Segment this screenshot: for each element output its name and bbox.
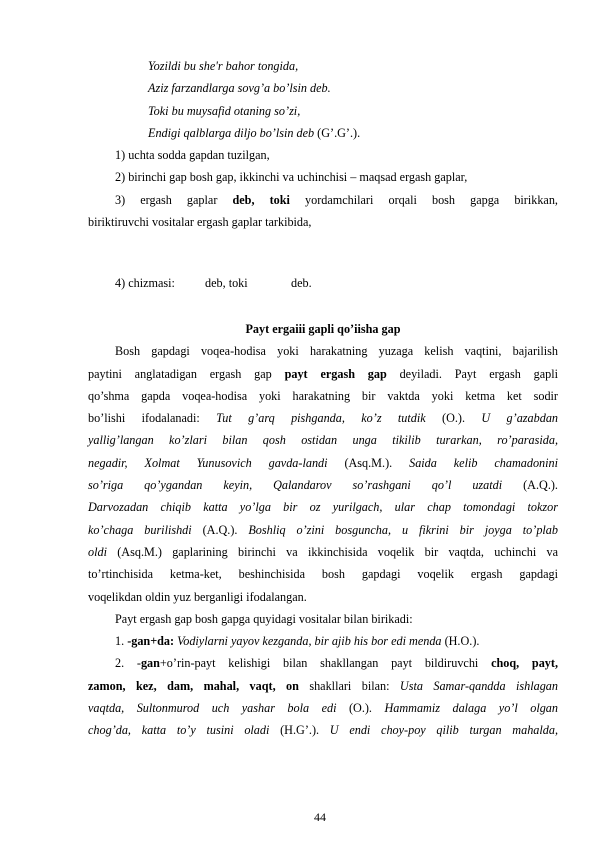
text-span: 2. -: [115, 656, 141, 671]
paragraph-line: [88, 429, 558, 451]
poem-line: Toki bu muysafid otaning so’zi,: [148, 103, 301, 118]
section: [88, 318, 558, 742]
example-text: Boshliq o’zini bosguncha, u fikrini bir joyga to’plab: [248, 522, 558, 537]
example-text: chog’da, katta to’y tusini oladi: [88, 723, 270, 738]
bold-term: gan: [140, 656, 160, 671]
paragraph-line: Payt ergash gap bosh gapga quyidagi vositalar bilan birikadi:: [115, 611, 413, 626]
example-text: Hammamiz dalaga yo’l olgan: [384, 701, 558, 716]
paragraph-line: [88, 519, 558, 541]
source-ref: (H.G’.).: [269, 723, 330, 738]
source-ref: (A.Q.).: [191, 522, 249, 537]
bold-term: deb, toki: [232, 192, 290, 207]
example-text: oldi: [88, 544, 107, 559]
example-text: U g’azabdan: [481, 411, 559, 426]
analysis-list: [88, 144, 558, 233]
paragraph-line: [88, 452, 558, 474]
paragraph-line: [88, 474, 558, 496]
list-item: 1) uchta sodda gapdan tuzilgan,: [115, 148, 270, 162]
example-text: Usta Samar-qandda ishlagan: [399, 678, 558, 693]
example-text: ko’chaga burilishdi: [88, 522, 192, 537]
poem-line: Aziz farzandlarga sovg’a bo’lsin deb.: [148, 81, 331, 96]
source-ref: (O.).: [336, 701, 385, 716]
bold-term: -gan+da:: [127, 634, 175, 649]
paragraph-line: to’rtinchisida ketma-ket, beshinchisida bosh gapdagi voqelik ergash gapdagi: [88, 567, 558, 582]
text-span: yordamchilari orqali bosh gapga birikkan,: [289, 192, 558, 207]
paragraph-line: [88, 630, 558, 652]
paragraph-line: qo’shma gapda voqea-hodisa yoki harakatning bir vaktda yoki ketma ket sodir: [88, 388, 558, 403]
list-item: 2) birinchi gap bosh gap, ikkinchi va uchinchisi – maqsad ergash gaplar,: [115, 170, 468, 185]
poem-block: [148, 55, 360, 144]
paragraph-line: [88, 541, 558, 563]
example-text: Vodiylarni yayov kezganda, bir ajib his bor edi menda: [174, 634, 442, 649]
bold-term: payt ergash gap: [284, 366, 387, 381]
example-text: so’riga qo’ygandan keyin, Qalandarov so’rashgani qo’l uzatdi: [88, 478, 503, 493]
paragraph-line: [88, 496, 558, 518]
paragraph-line: [88, 675, 558, 697]
paragraph-line: [88, 363, 558, 385]
bold-term: zamon, kez, dam, mahal, vaqt, on: [88, 678, 299, 693]
list-item: [88, 189, 558, 211]
paragraph-line: [88, 407, 558, 429]
text-span: paytini anglatadigan ergash gap: [88, 366, 285, 381]
poem-line: [148, 122, 360, 144]
example-text: Darvozadan chiqib katta yo’lga bir oz yurilgach, ular chap tomondagi tokzor: [88, 500, 558, 515]
source-ref: (O.).: [425, 411, 482, 426]
text-span: bo’lishi ifodalanadi:: [88, 411, 217, 426]
example-text: Saida kelib chamadonini: [409, 455, 559, 470]
bold-term: choq, payt,: [491, 656, 558, 671]
paragraph-line: [88, 652, 558, 674]
paragraph-line: [88, 719, 558, 741]
scheme-line: [88, 272, 558, 294]
source-ref: (A.Q.).: [502, 478, 558, 493]
scheme-label: 4) chizmasi:: [115, 276, 175, 290]
example-text: Tut g’arq pishganda, ko’z tutdik: [216, 411, 426, 426]
text-span: shakllari bilan:: [298, 678, 400, 693]
text-span: +o’rin-payt kelishigi bilan shakllangan payt bildiruvchi: [159, 656, 492, 671]
example-text: negadir, Xolmat Yunusovich gavda-landi: [88, 455, 328, 470]
scheme-conj: deb.: [291, 276, 312, 290]
example-text: yallig’langan ko’zlari bilan qosh ostidan unga tikilib turarkan, ro’parasida,: [88, 433, 558, 448]
source-ref: (Asq.M.).: [327, 455, 410, 470]
text-span: 1.: [115, 634, 128, 649]
page-number: 44: [314, 810, 326, 824]
poem-line-text: Endigi qalblarga diljo bo’lsin deb: [148, 125, 315, 140]
text-span: 3) ergash gaplar: [115, 192, 233, 207]
source-ref: (H.O.).: [441, 634, 480, 649]
poem-line: Yozildi bu she'r bahor tongida,: [148, 59, 299, 73]
text-span: deyiladi. Payt ergash gapli: [386, 366, 558, 381]
paragraph-line: voqelikdan oldin yuz berganligi ifodalangan.: [88, 589, 307, 604]
paragraph-line: [88, 697, 558, 719]
section-heading: Payt ergaiii gapli qo’iisha gap: [245, 322, 401, 336]
scheme-conj: deb, toki: [205, 276, 248, 290]
paragraph-line: Bosh gapdagi voqea-hodisa yoki harakatning yuzaga kelish vaqtini, bajarilish: [115, 344, 558, 359]
poem-source: (G’.G’.).: [314, 125, 361, 140]
list-item-cont: biriktiruvchi vositalar ergash gaplar tarkibida,: [88, 214, 312, 229]
example-text: U endi choy-poy qilib turgan mahalda,: [329, 723, 558, 738]
example-text: vaqtda, Sultonmurod uch yashar bola edi: [88, 701, 337, 716]
text-span: (Asq.M.) gaplarining birinchi va ikkinchisida voqelik bir vaqtda, uchinchi va: [106, 544, 558, 559]
